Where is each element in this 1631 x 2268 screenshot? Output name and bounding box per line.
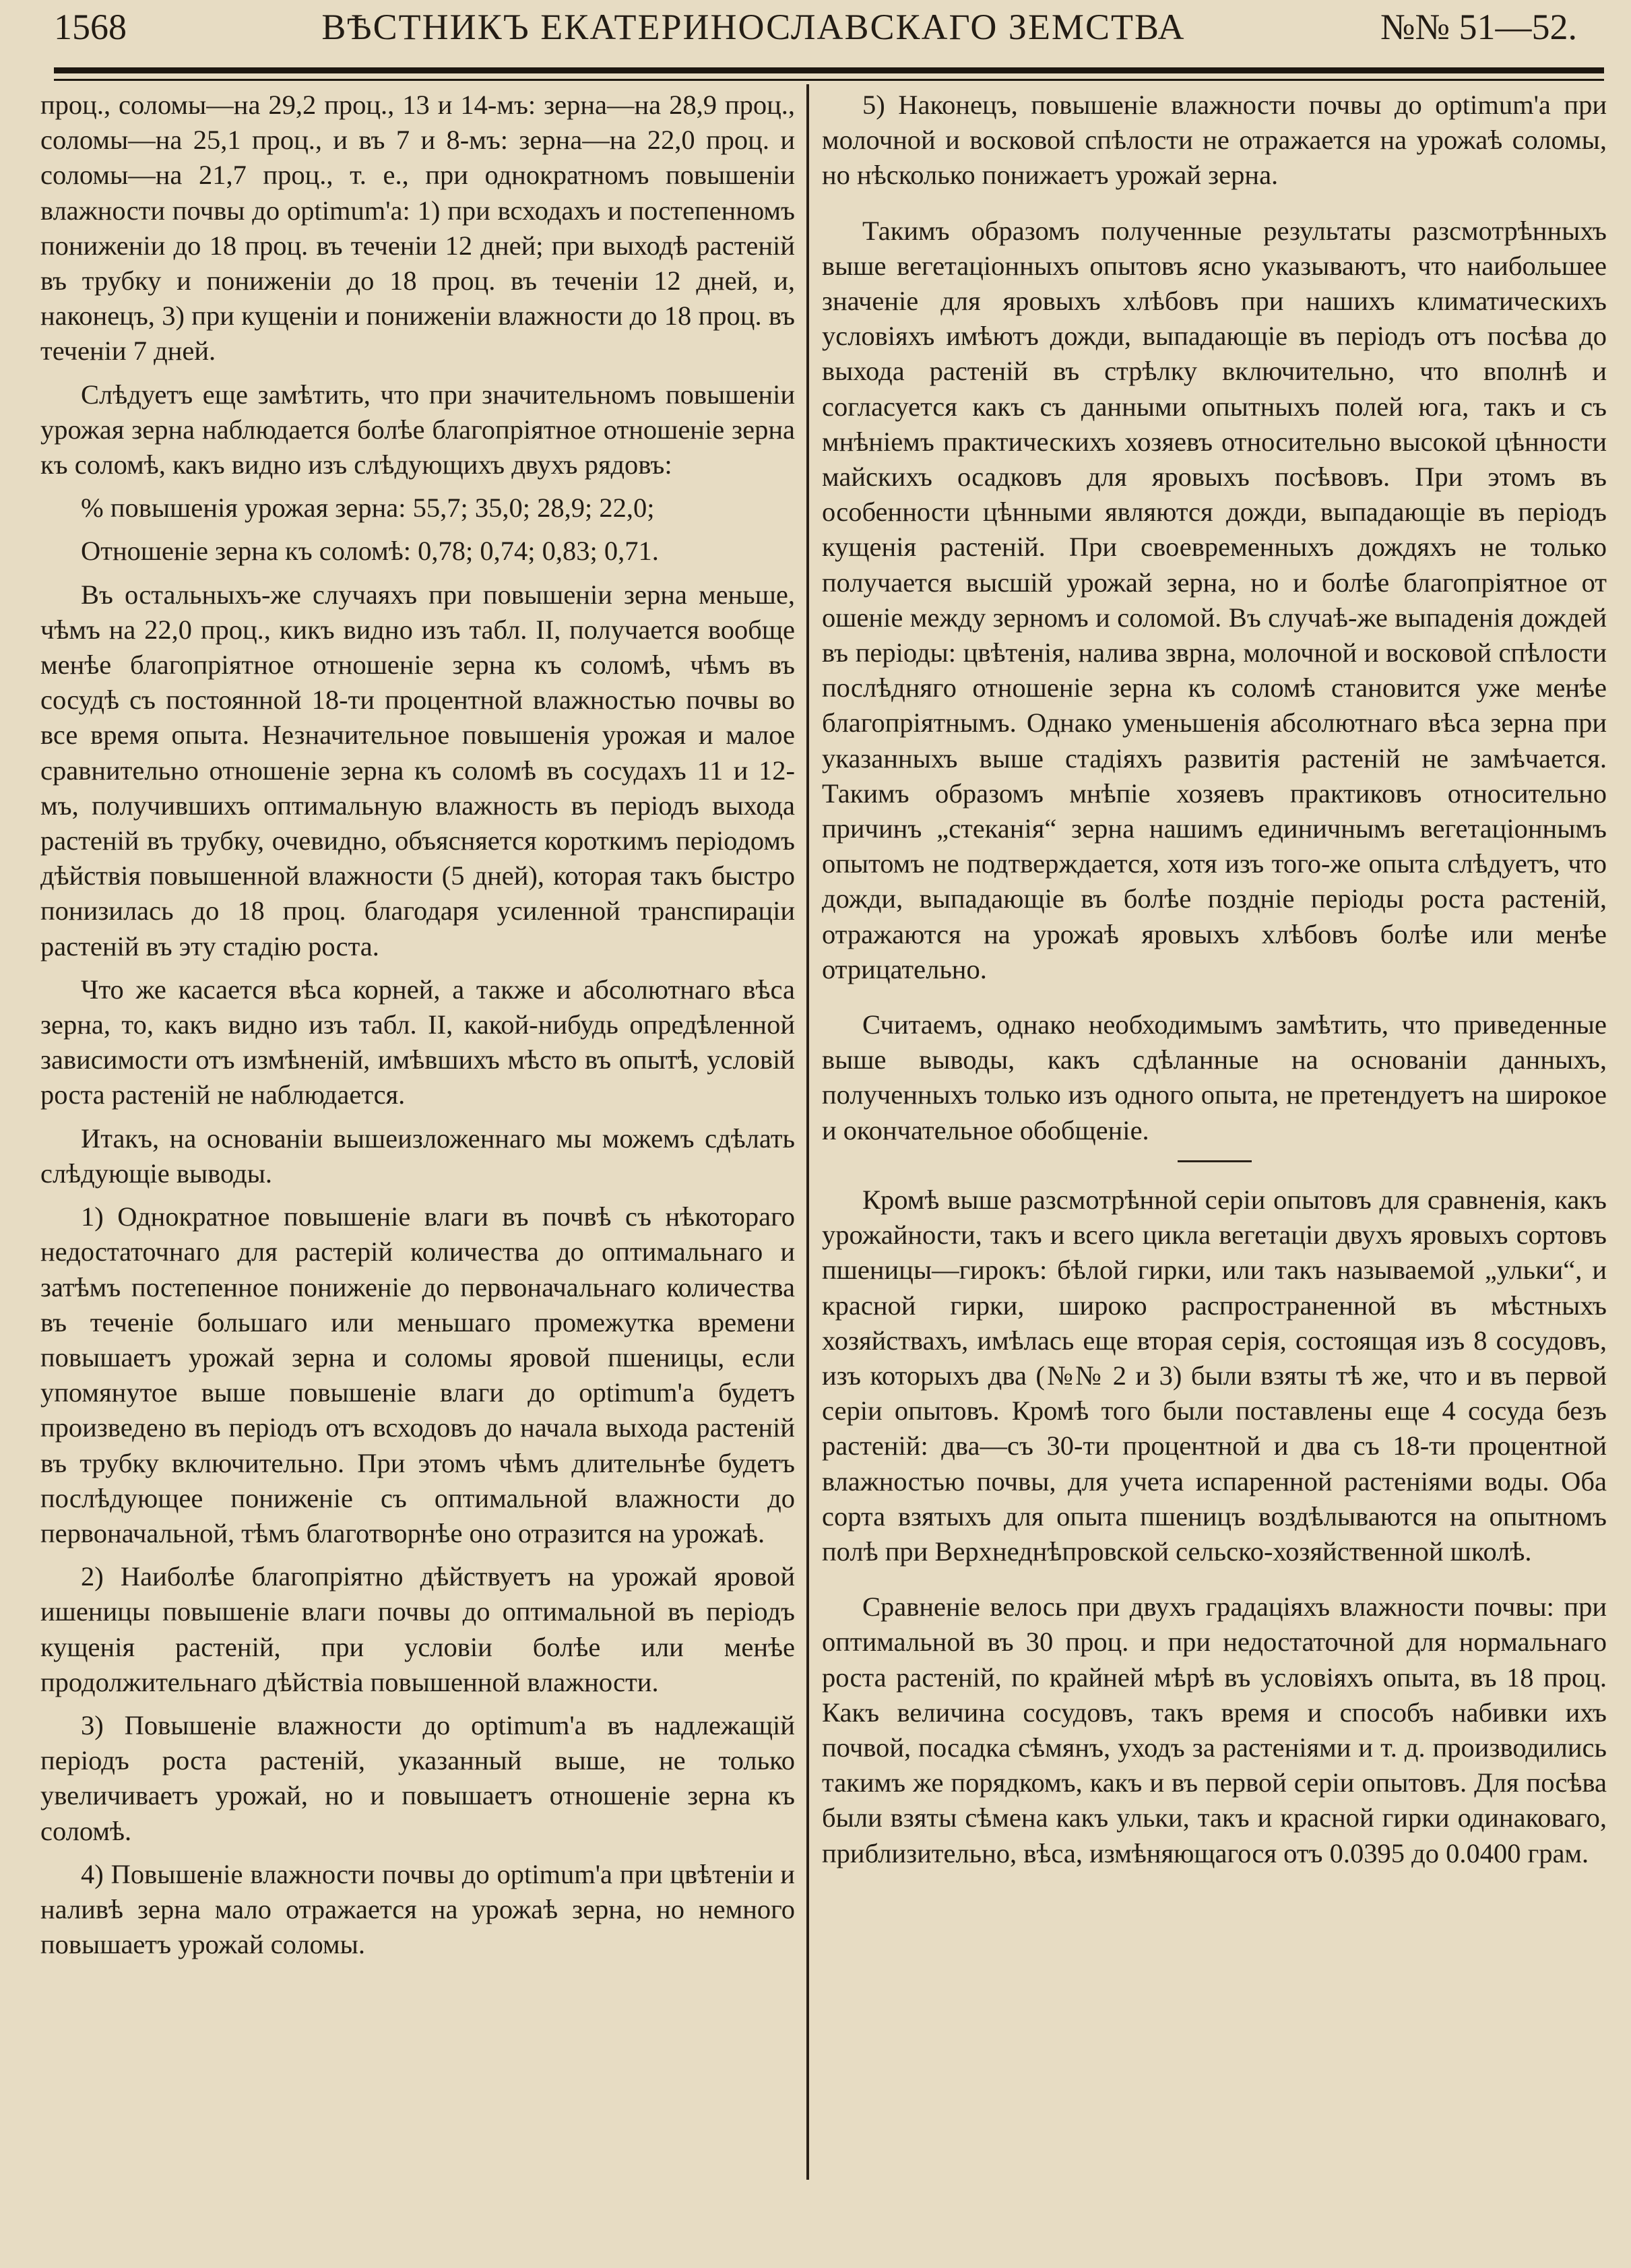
issue-number: №№ 51—52.: [1380, 7, 1577, 47]
header-rule-thick: [54, 67, 1604, 73]
column-divider: [806, 84, 809, 2180]
paragraph: Кромѣ выше разсмотрѣнной серіи опытовъ для сравненія, какъ урожайности, такъ и всего цикла вегетаціи двухъ яровыхъ сортовъ пшеницы—гирокъ: бѣлой гирки, или такъ называемой „ульки“, и красной гирки, широко распространенной въ мѣстныхъ хозяйствахъ, имѣлась еще вторая серія, состоящая изъ 8 сосудовъ, изъ которыхъ два (№№ 2 и 3) были взяты тѣ же, что и въ первой серіи опытовъ. Кромѣ того были поставлены еще 4 сосуда безъ растеній: два—съ 30-ти процентной и два съ 18-ти процентной влажностью почвы, для учета испаренной растеніями воды. Оба сорта взятыхъ для опыта пшеницъ воздѣлываются на опытномъ полѣ при Верхнеднѣпровской сельско-хозяйственной школѣ.: [822, 1184, 1607, 1567]
paragraph: 5) Наконецъ, повышеніе влажности почвы до optimum'a при молочной и восковой спѣлости не отражается на урожаѣ соломы, но нѣсколько понижаетъ урожай зерна.: [822, 90, 1607, 191]
journal-title: ВѢСТНИКЪ ЕКАТЕРИНОСЛАВСКАГО ЗЕМСТВА: [321, 7, 1186, 47]
page-header: [54, 0, 1577, 54]
left-column: [40, 88, 795, 2163]
section-separator: [1178, 1160, 1252, 1162]
paragraph: Отношеніе зерна къ соломѣ: 0,78; 0,74; 0,83; 0,71.: [81, 536, 659, 567]
paragraph: Въ остальныхъ-же случаяхъ при повышеніи зерна меньше, чѣмъ на 22,0 проц., кикъ видно изъ табл. II, получается вообще менѣе благопріятное отношеніе зерна къ соломѣ, чѣмъ въ сосудѣ съ постоянной 18-ти процентной влажностью почвы во все время опыта. Незначительное повышенія урожая и малое сравнительно отношеніе зерна къ соломѣ въ сосудахъ 11 и 12-мъ, получившихъ оптимальную влажность въ періодъ выхода растеній въ трубку, очевидно, объясняется короткимъ періодомъ дѣйствія повышенной влажности (5 дней), которая такъ быстро понизилась до 18 проц. благодаря усиленной транспираціи растеній въ эту стадію роста.: [40, 579, 795, 962]
paragraph: 4) Повышеніе влажности почвы до optimum'a при цвѣтеніи и наливѣ зерна мало отражается на урожаѣ зерна, но немного повышаетъ урожай соломы.: [40, 1858, 795, 1960]
paragraph: Итакъ, на основаніи вышеизложеннаго мы можемъ сдѣлать слѣдующіе выводы.: [40, 1123, 795, 1189]
paragraph: Что же касается вѣса корней, а также и абсолютнаго вѣса зерна, то, какъ видно изъ табл. II, какой-нибудь опредѣленной зависимости отъ измѣненій, имѣвшихъ мѣсто въ опытѣ, условій роста растеній не наблюдается.: [40, 974, 795, 1110]
paragraph: 2) Наиболѣе благопріятно дѣйствуетъ на урожай яровой ишеницы повышеніе влаги почвы до оптимальной въ періодъ кущенія растеній, при условіи болѣе или менѣе продолжительнаго дѣйствіа повышенной влажности.: [40, 1561, 795, 1697]
page-number: 1568: [54, 7, 127, 47]
paragraph: % повышенія урожая зерна: 55,7; 35,0; 28,9; 22,0;: [81, 493, 655, 524]
right-column: [822, 88, 1607, 2163]
paragraph: 1) Однократное повышеніе влаги въ почвѣ съ нѣкотораго недостаточнаго для растерій количества до оптимальнаго и затѣмъ постепенное пониженіе до первоначальнаго количества въ теченіе большаго или меньшаго промежутка времени повышаетъ урожай зерна и соломы яровой пшеницы, если упомянутое выше повышеніе влаги до optimum'a будетъ произведено въ періодъ отъ всходовъ до начала выхода растеній въ трубку включительно. При этомъ чѣмъ длительнѣе будетъ послѣдующее пониженіе съ оптимальной влажности до первоначальной, тѣмъ благотворнѣе оно отразится на урожаѣ.: [40, 1201, 795, 1548]
header-rule-thin: [54, 79, 1604, 81]
paragraph: проц., соломы—на 29,2 проц., 13 и 14-мъ: зерна—на 28,9 проц., соломы—на 25,1 проц., и въ 7 и 8-мъ: зерна—на 22,0 проц. и соломы—на 21,7 проц., т. е., при однократномъ повышеніи влажности почвы до optimum'a: 1) при всходахъ и постепенномъ пониженіи до 18 проц. въ теченіи 12 дней; при выходѣ растеній въ трубку и пониженіи до 18 проц. въ теченіи 12 дней, и, наконецъ, 3) при кущеніи и пониженіи влажности до 18 проц. въ теченіи 7 дней.: [40, 90, 795, 367]
paragraph: Слѣдуетъ еще замѣтить, что при значительномъ повышеніи урожая зерна наблюдается болѣе благопріятное отношеніе зерна къ соломѣ, какъ видно изъ слѣдующихъ двухъ рядовъ:: [40, 379, 795, 480]
paragraph: Такимъ образомъ полученные результаты разсмотрѣнныхъ выше вегетаціонныхъ опытовъ ясно указываютъ, что наибольшее значеніе для яровыхъ хлѣбовъ при нашихъ климатическихъ условіяхъ имѣютъ дожди, выпадающіе въ періодъ отъ посѣва до выхода растеній въ стрѣлку включительно, что вполнѣ и согласуется какъ съ данными опытныхъ полей юга, такъ и съ мнѣніемъ практическихъ хозяевъ относительно высокой цѣнности майскихъ осадковъ для яровыхъ посѣвовъ. При этомъ въ особенности цѣнными являются дожди, выпадающіе въ періодъ кущенія растеній. При своевременныхъ дождяхъ не только получается высшій урожай зерна, но и болѣе благопріятное от ошеніе между зерномъ и соломой. Въ случаѣ-же выпаденія дождей въ періоды: цвѣтенія, налива зврна, молочной и восковой спѣлости послѣдняго отношеніе зерна къ соломѣ становится уже менѣе благопріятнымъ. Однако уменьшенія абсолютнаго вѣса зерна при указанныхъ выше стадіяхъ развитія растеній не замѣчается. Такимъ образомъ мнѣпіе хозяевъ практиковъ относительно причинъ „стеканія“ зерна нашимъ единичнымъ вегетаціоннымъ опытомъ не подтверждается, хотя изъ того-же опыта слѣдуетъ, что дожди, выпадающіе въ болѣе поздніе періоды роста растеній, отражаются на урожаѣ яровыхъ хлѣбовъ болѣе или менѣе отрицательно.: [822, 215, 1607, 984]
paragraph: Сравненіе велось при двухъ градаціяхъ влажности почвы: при оптимальной въ 30 проц. и при недостаточной для нормальнаго роста растеній, по крайней мѣрѣ въ условіяхъ опыта, въ 18 проц. Какъ величина сосудовъ, такъ время и способъ набивки ихъ почвой, посадка сѣмянъ, уходъ за растеніями и т. д. производились такимъ же порядкомъ, какъ и въ первой серіи опытовъ. Для посѣва были взяты сѣмена какъ ульки, такъ и красной гирки одинаковаго, приблизительно, вѣса, измѣняющагося отъ 0.0395 до 0.0400 грам.: [822, 1592, 1607, 1868]
paragraph: Считаемъ, однако необходимымъ замѣтить, что приведенные выше выводы, какъ сдѣланные на основаніи данныхъ, полученныхъ только изъ одного опыта, не претендуетъ на широкое и окончательное обобщеніе.: [822, 1009, 1607, 1145]
paragraph: 3) Повышеніе влажности до optimum'a въ надлежащій періодъ роста растеній, указанный выше, не только увеличиваетъ урожай, но и повышаетъ отношеніе зерна къ соломѣ.: [40, 1709, 795, 1846]
